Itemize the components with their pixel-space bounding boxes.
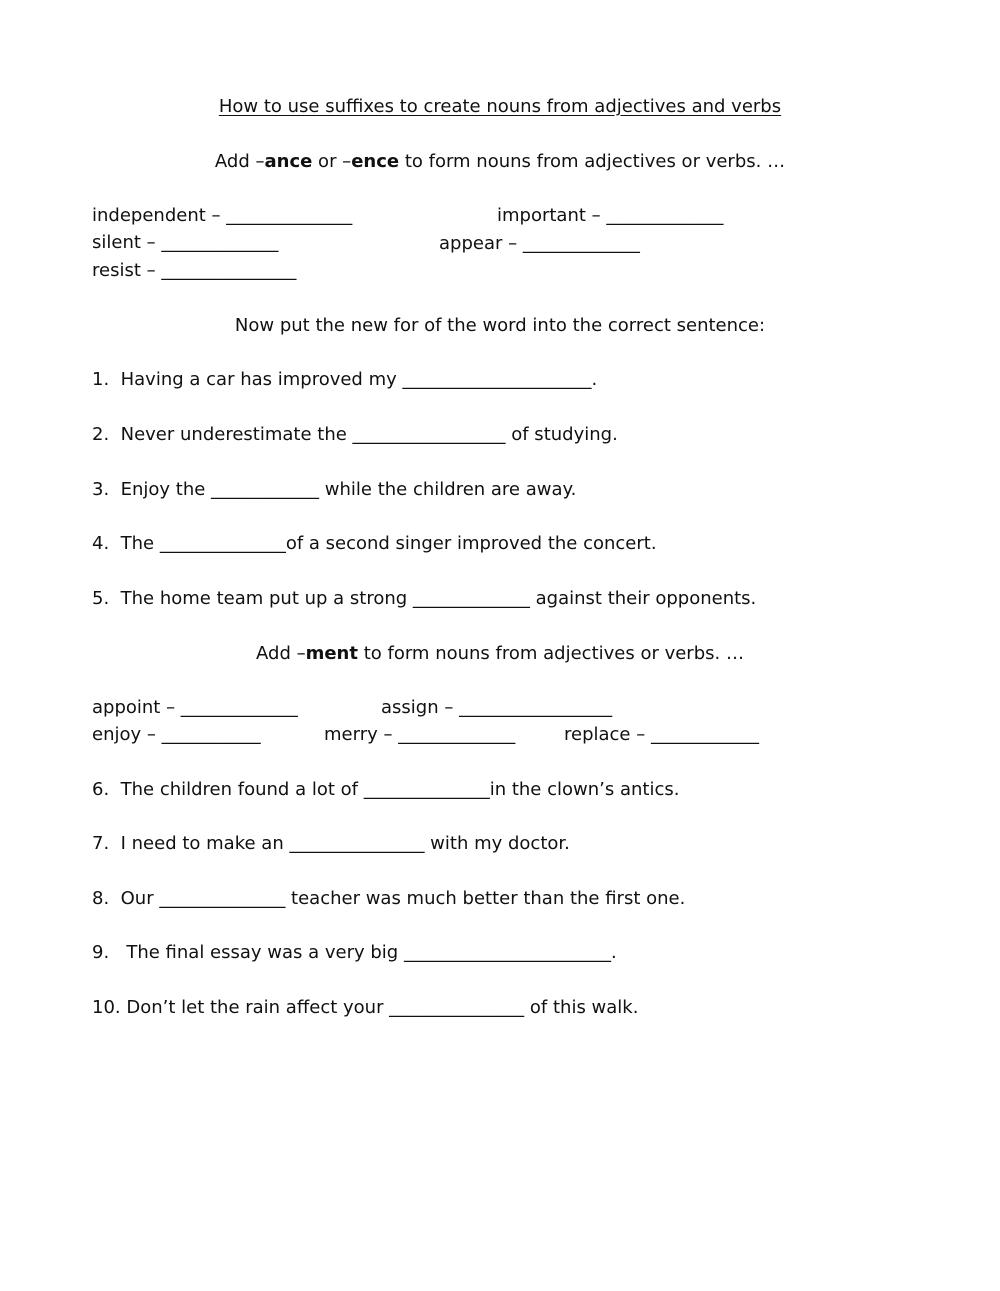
word-replace: replace – ____________ (564, 724, 759, 745)
sentence-6: 6. The children found a lot of ______________in the clown’s antics. (92, 779, 680, 800)
word-silent: silent – _____________ (92, 232, 279, 253)
word-merry: merry – _____________ (324, 724, 516, 745)
suffix-ance: ance (264, 151, 313, 172)
suffix-ment: ment (305, 643, 358, 664)
worksheet-title: How to use suffixes to create nouns from adjectives and verbs (218, 96, 782, 117)
sentence-3: 3. Enjoy the ____________ while the children are away. (92, 479, 577, 500)
sentence-2: 2. Never underestimate the _________________ of studying. (92, 424, 618, 445)
sentence-4: 4. The ______________of a second singer improved the concert. (92, 533, 657, 554)
word-important: important – _____________ (497, 205, 724, 226)
sentence-8: 8. Our ______________ teacher was much better than the first one. (92, 888, 686, 909)
word-resist: resist – _______________ (92, 260, 297, 281)
sentence-7: 7. I need to make an _______________ with my doctor. (92, 833, 570, 854)
section1-instruction: Add –ance or –ence to form nouns from adjectives or verbs. … (214, 151, 786, 172)
word-assign: assign – _________________ (381, 697, 613, 718)
word-independent: independent – ______________ (92, 205, 353, 226)
sentence-9: 9. The final essay was a very big _______________________. (92, 942, 617, 963)
word-enjoy: enjoy – ___________ (92, 724, 261, 745)
word-appoint: appoint – _____________ (92, 697, 298, 718)
word-appear: appear – _____________ (439, 233, 640, 254)
sentence-5: 5. The home team put up a strong _____________ against their opponents. (92, 588, 757, 609)
sentence-prompt: Now put the new for of the word into the correct sentence: (234, 315, 766, 336)
sentence-10: 10. Don’t let the rain affect your _______________ of this walk. (92, 997, 639, 1018)
suffix-ence: ence (351, 151, 400, 172)
sentence-1: 1. Having a car has improved my _____________________. (92, 369, 598, 390)
section2-instruction: Add –ment to form nouns from adjectives or verbs. … (256, 643, 744, 664)
